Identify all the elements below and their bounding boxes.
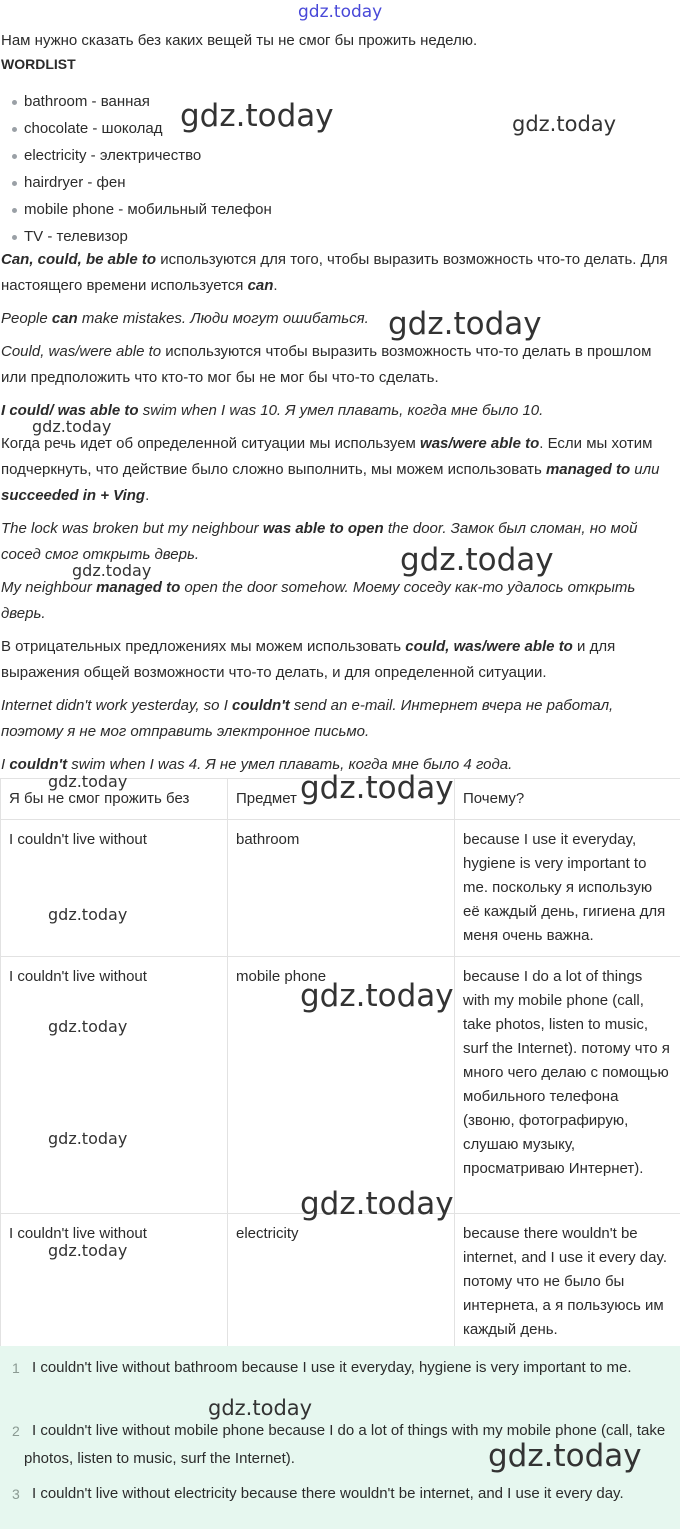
table-cell: bathroom bbox=[228, 820, 455, 957]
table-cell: electricity bbox=[228, 1214, 455, 1351]
table-row bbox=[1, 1214, 680, 1351]
table-header-cell: Предмет bbox=[228, 779, 455, 820]
intro-text: Нам нужно сказать без каких вещей ты не смог бы прожить неделю. bbox=[1, 32, 478, 49]
grammar-paragraph-1: Can, could, be able to используются для того, чтобы выразить возможность что-то делать. Для настоящего времени используется can. bbox=[1, 251, 668, 294]
table-cell: I couldn't live without bbox=[1, 820, 228, 957]
watermark: gdz.today bbox=[208, 1396, 313, 1420]
watermark: gdz.today bbox=[32, 417, 112, 436]
watermark: gdz.today bbox=[488, 1438, 642, 1474]
answer-number: 1 bbox=[12, 1360, 20, 1376]
answer-text: I couldn't live without electricity because there wouldn't be internet, and I use it every day. bbox=[32, 1485, 624, 1502]
header-watermark: gdz.today bbox=[298, 2, 383, 22]
wordlist-title: WORDLIST bbox=[1, 56, 76, 72]
answer-number: 3 bbox=[12, 1486, 20, 1502]
example-2: I could/ was able to swim when I was 10. Я умел плавать, когда мне было 10. bbox=[1, 402, 544, 419]
table-row bbox=[1, 820, 680, 957]
watermark: gdz.today bbox=[48, 1129, 128, 1148]
answer-item bbox=[0, 1480, 676, 1508]
watermark: gdz.today bbox=[48, 772, 128, 791]
watermark: gdz.today bbox=[180, 98, 334, 134]
list-item: mobile phone - мобильный телефон bbox=[0, 198, 272, 225]
watermark: gdz.today bbox=[72, 561, 152, 580]
list-item: electricity - электричество bbox=[0, 144, 272, 171]
table-cell: I couldn't live without bbox=[1, 1214, 228, 1351]
watermark: gdz.today bbox=[48, 905, 128, 924]
bullet-icon bbox=[12, 235, 17, 240]
example-1: People can make mistakes. Люди могут ошибаться. bbox=[1, 310, 369, 327]
answer-text: I couldn't live without mobile phone because I do a lot of things with my mobile phone (call, take photos, listen to music, surf the Internet). bbox=[24, 1422, 666, 1467]
table-header-cell: Я бы не смог прожить без bbox=[1, 779, 228, 820]
list-item: bathroom - ванная bbox=[0, 90, 272, 117]
bullet-icon bbox=[12, 154, 17, 159]
table-cell: mobile phone bbox=[228, 957, 455, 1214]
grammar-paragraph-2: Could, was/were able to используются чтобы выразить возможность что-то делать в прошлом или предположить что кто-то мог бы не мог бы что-то сделать. bbox=[1, 343, 652, 386]
watermark: gdz.today bbox=[300, 978, 454, 1014]
answer-item bbox=[0, 1354, 676, 1382]
example-4: My neighbour managed to open the door somehow. Моему соседу как-то удалось открыть дверь. bbox=[1, 579, 636, 622]
example-5: Internet didn't work yesterday, so I couldn't send an e-mail. Интернет вчера не работал, поэтому я не мог отправить электронное письмо. bbox=[1, 697, 614, 740]
watermark: gdz.today bbox=[48, 1017, 128, 1036]
watermark: gdz.today bbox=[388, 306, 542, 342]
answer-table bbox=[0, 778, 680, 1351]
table-header-cell: Почему? bbox=[455, 779, 680, 820]
answer-text: I couldn't live without bathroom because I use it everyday, hygiene is very important to me. bbox=[32, 1359, 632, 1376]
example-6: I couldn't swim when I was 4. Я не умел плавать, когда мне было 4 года. bbox=[1, 756, 513, 773]
bullet-icon bbox=[12, 100, 17, 105]
bullet-icon bbox=[12, 127, 17, 132]
watermark: gdz.today bbox=[512, 112, 617, 136]
answer-number: 2 bbox=[12, 1423, 20, 1439]
watermark: gdz.today bbox=[300, 770, 454, 806]
watermark: gdz.today bbox=[400, 542, 554, 578]
watermark: gdz.today bbox=[300, 1186, 454, 1222]
watermark: gdz.today bbox=[48, 1241, 128, 1260]
list-item: hairdryer - фен bbox=[0, 171, 272, 198]
table-cell: I couldn't live without bbox=[1, 957, 228, 1214]
bullet-icon bbox=[12, 181, 17, 186]
grammar-paragraph-3: Когда речь идет об определенной ситуации мы используем was/were able to. Если мы хотим подчеркнуть, что действие было сложно выполнить, мы можем использовать managed to или succeeded in + Ving. bbox=[1, 435, 660, 504]
table-cell: because I do a lot of things with my mobile phone (call, take photos, listen to music, surf the Internet). потому что я много чего делаю с помощью мобильного телефона (звоню, фотографирую, слушаю музыку, просматриваю Интернет). bbox=[455, 957, 680, 1214]
list-item: TV - телевизор bbox=[0, 225, 272, 252]
list-item: chocolate - шоколад bbox=[0, 117, 272, 144]
grammar-paragraph-4: В отрицательных предложениях мы можем использовать could, was/were able to и для выражения общей возможности что-то делать, и для определенной ситуации. bbox=[1, 638, 616, 681]
example-3: The lock was broken but my neighbour was able to open the door. Замок был сломан, но мой сосед смог открыть дверь. bbox=[1, 520, 638, 563]
bullet-icon bbox=[12, 208, 17, 213]
table-cell: because I use it everyday, hygiene is very important to me. поскольку я использую её каждый день, гигиена для меня очень важна. bbox=[455, 820, 680, 957]
table-cell: because there wouldn't be internet, and I use it every day. потому что не было бы интернета, а я пользуюсь им каждый день. bbox=[455, 1214, 680, 1351]
